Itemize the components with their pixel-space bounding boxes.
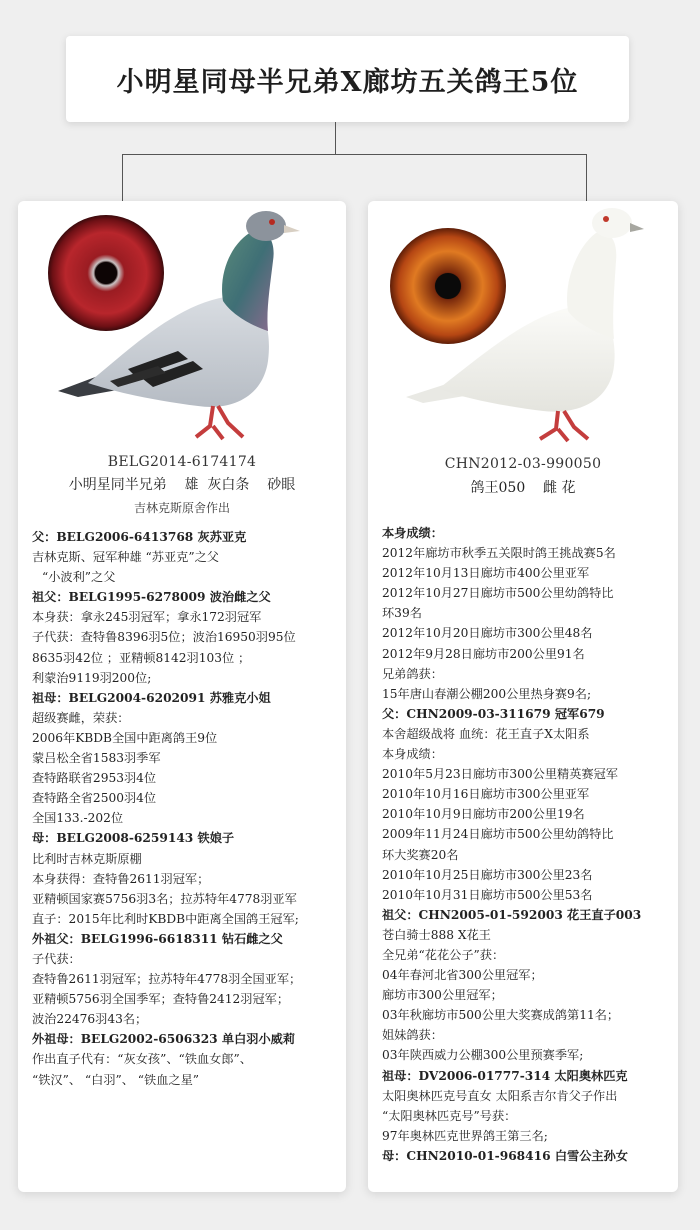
- pedigree-line: 环大奖赛20名: [382, 847, 459, 862]
- pedigree-heading: 祖父：BELG1995-6278009 波治雌之父: [32, 590, 271, 605]
- pedigree-heading: 祖母：DV2006-01777-314 太阳奥林匹克: [382, 1068, 628, 1083]
- dam-photo: [368, 201, 678, 446]
- pedigree-line: “小波利”之父: [42, 570, 116, 585]
- pedigree-line: 2012年9月28日廊坊市200公里91名: [382, 646, 585, 661]
- pedigree-heading: 祖母：BELG2004-6202091 苏雅克小姐: [32, 690, 271, 705]
- pedigree-line: 兄弟鸽获：: [382, 666, 443, 681]
- sire-photo: [18, 201, 346, 446]
- pedigree-line: 苍白骑士888 X花王: [382, 927, 491, 942]
- pedigree-line: 97年奥林匹克世界鸽王第三名;: [382, 1128, 548, 1143]
- pedigree-line: “太阳奥林匹克号”号获：: [382, 1108, 517, 1123]
- pedigree-line: 03年秋廊坊市500公里大奖赛成鸽第11名；: [382, 1008, 620, 1023]
- dam-pigeon-image: [368, 201, 678, 446]
- pedigree-line: 廊坊市300公里冠军；: [382, 988, 503, 1003]
- pedigree-line: 亚精顿5756羽全国季军；查特鲁2412羽冠军；: [32, 992, 290, 1007]
- pedigree-line: 03年陕西威力公棚300公里预赛季军;: [382, 1048, 584, 1063]
- title-banner: [66, 36, 629, 122]
- pedigree-line: 子代获：查特鲁8396羽5位；波治16950羽95位: [32, 630, 296, 645]
- pedigree-heading: 外祖父：BELG1996-6618311 钻石雌之父: [32, 931, 283, 946]
- dam-card: [368, 201, 678, 1192]
- pedigree-line: 姐妹鸽获：: [382, 1028, 443, 1043]
- pedigree-line: 2010年5月23日廊坊市300公里精英赛冠军: [382, 767, 618, 782]
- pedigree-line: 亚精顿国家赛5756羽3名；拉苏特年4778羽亚军: [32, 891, 297, 906]
- pedigree-line: “铁汉”、 “白羽”、 “铁血之星”: [32, 1072, 200, 1087]
- dam-pedigree-text: [382, 523, 641, 1166]
- pedigree-line: 超级赛雌，荣获：: [32, 710, 130, 725]
- connector-vertical-top: [335, 122, 336, 154]
- dam-ring-number: CHN2012-03-990050: [444, 456, 602, 472]
- sire-pigeon-image: [18, 201, 346, 446]
- pedigree-line: 本身获得：查特鲁2611羽冠军；: [32, 871, 210, 886]
- connector-right-drop: [586, 154, 587, 202]
- pedigree-line: 查特鲁2611羽冠军；拉苏特年4778羽全国亚军；: [32, 972, 302, 987]
- sire-breeder: 吉林克斯原舍作出: [133, 501, 230, 515]
- sire-card: [18, 201, 346, 1192]
- pedigree-heading: 父：BELG2006-6413768 灰苏亚克: [32, 530, 247, 544]
- pedigree-line: 2009年11月24日廊坊市500公里幼鸽特比: [382, 827, 614, 842]
- pedigree-line: 本身获：拿永245羽冠军；拿永172羽冠军: [32, 610, 262, 625]
- pedigree-line: 子代获：: [32, 951, 81, 966]
- pedigree-line: 2012年廊坊市秋季五关限时鸽王挑战赛5名: [382, 546, 616, 561]
- pedigree-heading: 本身成绩：: [382, 526, 443, 540]
- dam-name: 鸽王050 雌 花: [470, 480, 576, 496]
- sire-pedigree-text: [32, 527, 301, 1090]
- sire-ring-number: BELG2014-6174174: [107, 454, 257, 470]
- pedigree-line: 波治22476羽43名；: [32, 1012, 148, 1027]
- pedigree-heading: 母：BELG2008-6259143 铁娘子: [32, 831, 235, 846]
- pedigree-line: 8635羽42位 ；亚精顿8142羽103位 ；: [32, 650, 251, 665]
- pedigree-line: 2010年10月25日廊坊市300公里23名: [382, 867, 593, 882]
- sire-name: 小明星同半兄弟 雄 灰白条 砂眼: [68, 477, 296, 493]
- pedigree-line: 蒙吕松全省1583羽季军: [32, 751, 161, 766]
- pedigree-line: 2010年10月31日廊坊市500公里53名: [382, 887, 593, 902]
- pedigree-line: 2012年10月27日廊坊市500公里幼鸽特比: [382, 586, 614, 601]
- pedigree-line: 查特路全省2500羽4位: [32, 791, 157, 806]
- pedigree-line: 2010年10月9日廊坊市200公里19名: [382, 807, 585, 822]
- pedigree-line: 2012年10月13日廊坊市400公里亚军: [382, 566, 590, 581]
- pedigree-line: 2006年KBDB全国中距离鸽王9位: [32, 730, 218, 745]
- pedigree-heading: 祖父：CHN2005-01-592003 花王直子003: [382, 907, 642, 922]
- pedigree-line: 本舍超级战将 血统：花王直子X太阳系: [382, 726, 590, 741]
- pedigree-line: 2012年10月20日廊坊市300公里48名: [382, 626, 593, 641]
- pedigree-heading: 母：CHN2010-01-968416 白雪公主孙女: [382, 1148, 628, 1163]
- pedigree-line: 环39名: [382, 606, 422, 621]
- pedigree-line: 04年春河北省300公里冠军；: [382, 968, 543, 983]
- pedigree-line: 全国133.-202位: [32, 811, 124, 826]
- connector-left-drop: [122, 154, 123, 202]
- pedigree-line: 吉林克斯、冠军种雄 “苏亚克”之父: [32, 550, 219, 565]
- pedigree-line: 比利时吉林克斯原棚: [32, 851, 142, 866]
- pedigree-line: 查特路联省2953羽4位: [32, 771, 157, 786]
- pedigree-line: 全兄弟“花花公子”获：: [382, 947, 505, 962]
- pedigree-heading: 外祖母：BELG2002-6506323 单白羽小威莉: [32, 1032, 296, 1047]
- page-title: 小明星同母半兄弟X廊坊五关鸽王5位: [116, 66, 579, 98]
- pedigree-line: 利蒙治9119羽200位;: [32, 670, 152, 685]
- pedigree-line: 太阳奥林匹克号直女 太阳系吉尔肯父子作出: [382, 1088, 618, 1103]
- pedigree-line: 本身成绩：: [382, 747, 443, 762]
- pedigree-line: 直子：2015年比利时KBDB中距离全国鸽王冠军;: [32, 911, 299, 926]
- pedigree-line: 作出直子代有：“灰女孩”、“铁血女郎”、: [32, 1052, 252, 1067]
- pedigree-line: 2010年10月16日廊坊市300公里亚军: [382, 787, 590, 802]
- pedigree-line: 15年唐山春潮公棚200公里热身赛9名;: [382, 686, 592, 701]
- connector-horizontal: [122, 154, 587, 155]
- pedigree-heading: 父：CHN2009-03-311679 冠军679: [382, 706, 605, 721]
